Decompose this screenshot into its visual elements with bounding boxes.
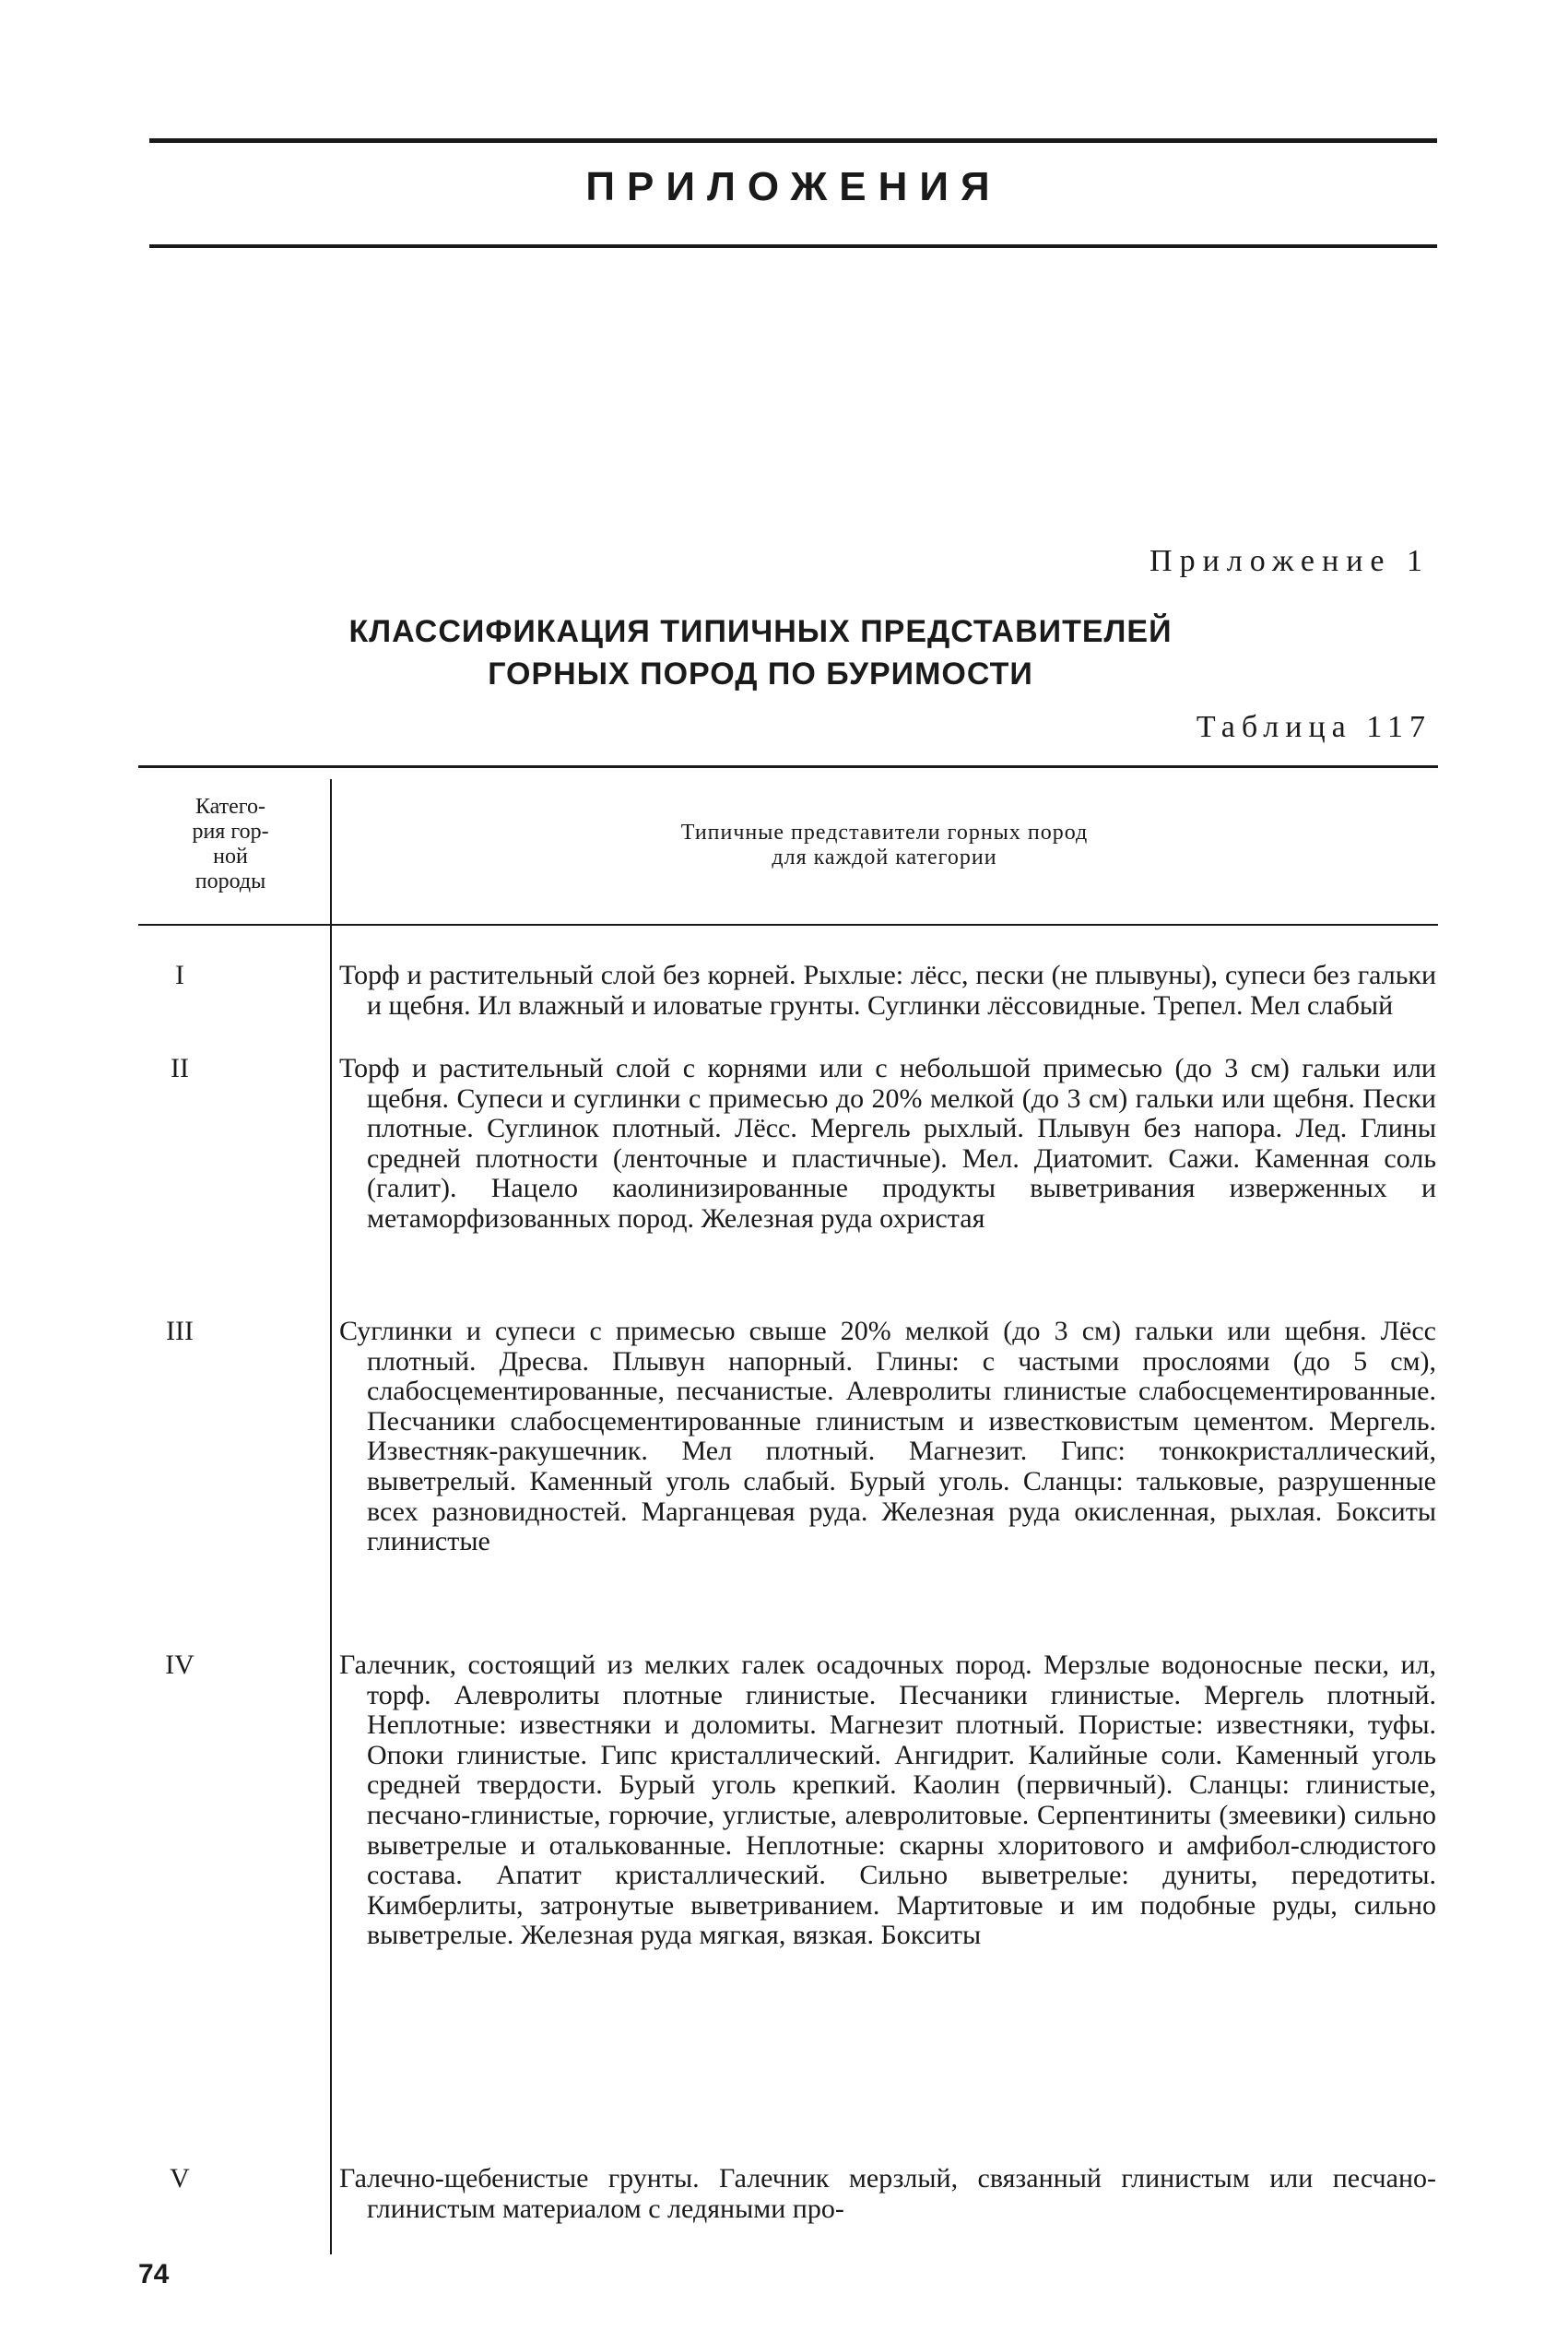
description-cell: Торф и растительный слой без корней. Рыхлые: лёсс, пески (не плывуны), супеси без гальки и щебня. Ил влажный и иловатые грунты. Суглинки лёссовидные. Трепел. Мел слабый bbox=[339, 960, 1436, 1021]
description-cell: Галечник, состоящий из мелких галек осадочных пород. Мерзлые водоносные пески, ил, торф. Алевролиты плотные глинистые. Песчаники глинистые. Мергель плотный. Неплотные: известняки и доломиты. Магнезит плотный. Пористые: известняки, туфы. Опоки глинистые. Гипс кристаллический. Ангидрит. Калийные соли. Каменный уголь средней твердости. Бурый уголь крепкий. Каолин (первичный). Сланцы: глинистые, песчано-глинистые, горючие, углистые, алевролитовые. Серпентиниты (змеевики) сильно выветрелые и оталькованные. Неплотные: скарны хлоритового и амфибол-слюдистого состава. Апатит кристаллический. Сильно выветрелые: дуниты, передотиты. Кимберлиты, затронутые выветриванием. Мартитовые и им подобные руды, сильно выветрелые. Железная руда мягкая, вязкая. Бокситы bbox=[339, 1650, 1436, 1951]
column-header-line: ной bbox=[213, 845, 248, 869]
column-header-line: породы bbox=[195, 869, 266, 893]
description-cell: Торф и растительный слой с корнями или с небольшой примесью (до 3 см) гальки или щебня. Супеси и суглинки с примесью до 20% мелкой (до 3 см) гальки или щебня. Пески плотные. Суглинок плотный. Лёсс. Мергель рыхлый. Плывун без напора. Лед. Глины средней плотности (ленточные и пластичные). Мел. Диатомит. Сажи. Каменная соль (галит). Нацело каолинизированные продукты выветривания изверженных и метаморфизованных пород. Железная руда охристая bbox=[339, 1053, 1436, 1234]
section-title: ПРИЛОЖЕНИЯ bbox=[585, 164, 1002, 209]
column-header-category bbox=[138, 795, 323, 894]
page-number: 74 bbox=[138, 2259, 170, 2289]
column-header-description bbox=[334, 821, 1435, 870]
title-underline-rule bbox=[149, 244, 1437, 248]
category-cell: I bbox=[175, 960, 184, 990]
description-cell: Галечно-щебенистые грунты. Галечник мерзлый, связанный глинистым или песчано-глинистым материалом с ледяными про- bbox=[339, 2163, 1436, 2224]
column-header-line: для каждой категории bbox=[772, 846, 997, 869]
top-rule bbox=[149, 138, 1437, 143]
heading-line: ГОРНЫХ ПОРОД ПО БУРИМОСТИ bbox=[488, 656, 1033, 692]
table-top-rule bbox=[138, 765, 1438, 768]
table-label: Таблица 117 bbox=[1196, 710, 1432, 744]
column-header-line: рия гор- bbox=[192, 820, 269, 844]
table-header-bottom-rule bbox=[138, 924, 1438, 926]
column-header-line: Катего- bbox=[195, 795, 266, 819]
classification-heading bbox=[230, 610, 1291, 695]
category-cell: V bbox=[170, 2163, 190, 2194]
table-column-divider bbox=[330, 779, 332, 2254]
appendix-label: Приложение 1 bbox=[1149, 544, 1430, 578]
category-cell: IV bbox=[165, 1650, 195, 1680]
description-cell: Суглинки и супеси с примесью свыше 20% мелкой (до 3 см) гальки или щебня. Лёсс плотный. Дресва. Плывун напорный. Глины: с частыми прослоями (до 5 см), слабосцементированные, песчанистые. Алевролиты глинистые слабосцементированные. Песчаники слабосцементированные глинистым и известковистым цементом. Мергель. Известняк-ракушечник. Мел плотный. Магнезит. Гипс: тонкокристаллический, выветрелый. Каменный уголь слабый. Бурый уголь. Сланцы: тальковые, разрушенные всех разновидностей. Марганцевая руда. Железная руда окисленная, рыхлая. Бокситы глинистые bbox=[339, 1316, 1436, 1557]
column-header-line: Типичные представители горных пород bbox=[680, 821, 1089, 845]
heading-line: КЛАССИФИКАЦИЯ ТИПИЧНЫХ ПРЕДСТАВИТЕЛЕЙ bbox=[348, 614, 1173, 649]
category-cell: III bbox=[166, 1316, 194, 1346]
category-cell: II bbox=[171, 1053, 189, 1083]
